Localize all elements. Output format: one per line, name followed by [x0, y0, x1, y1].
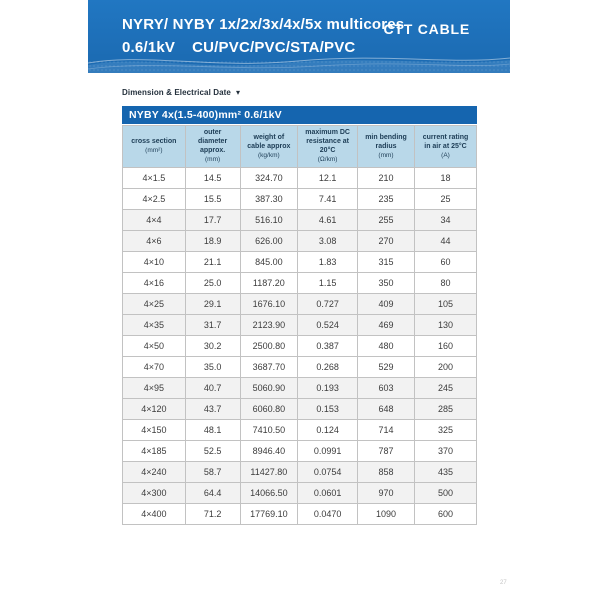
- value-cell: 6060.80: [240, 398, 298, 419]
- value-cell: 315: [358, 251, 415, 272]
- value-cell: 80: [415, 272, 477, 293]
- cross-section-cell: 4×240: [123, 461, 186, 482]
- value-cell: 210: [358, 167, 415, 188]
- value-cell: 1090: [358, 503, 415, 524]
- cross-section-cell: 4×120: [123, 398, 186, 419]
- value-cell: 14066.50: [240, 482, 298, 503]
- value-cell: 105: [415, 293, 477, 314]
- table-row: [123, 461, 477, 482]
- value-cell: 40.7: [185, 377, 240, 398]
- value-cell: 31.7: [185, 314, 240, 335]
- value-cell: 387.30: [240, 188, 298, 209]
- table-row: [123, 335, 477, 356]
- table-title-bar: NYBY 4x(1.5-400)mm² 0.6/1kV: [122, 106, 477, 125]
- value-cell: 130: [415, 314, 477, 335]
- value-cell: 25.0: [185, 272, 240, 293]
- value-cell: 0.0991: [298, 440, 358, 461]
- value-cell: 30.2: [185, 335, 240, 356]
- value-cell: 0.153: [298, 398, 358, 419]
- table-row: [123, 377, 477, 398]
- section-label-text: Dimension & Electrical Date: [122, 88, 231, 97]
- cross-section-cell: 4×1.5: [123, 167, 186, 188]
- col-header-current-rating: [415, 126, 477, 168]
- col-unit: (mm): [205, 156, 221, 164]
- page-number: 27: [500, 580, 507, 586]
- value-cell: 285: [415, 398, 477, 419]
- value-cell: 2123.90: [240, 314, 298, 335]
- value-cell: 435: [415, 461, 477, 482]
- value-cell: 7.41: [298, 188, 358, 209]
- value-cell: 970: [358, 482, 415, 503]
- col-name: current rating in air at 25°C: [422, 133, 469, 150]
- col-unit: (A): [441, 151, 450, 159]
- value-cell: 21.1: [185, 251, 240, 272]
- value-cell: 3.08: [298, 230, 358, 251]
- table-row: [123, 251, 477, 272]
- value-cell: 160: [415, 335, 477, 356]
- col-header-bending-radius: [358, 126, 415, 168]
- cross-section-cell: 4×300: [123, 482, 186, 503]
- value-cell: 516.10: [240, 209, 298, 230]
- value-cell: 270: [358, 230, 415, 251]
- dot-texture-decoration: [88, 60, 510, 73]
- value-cell: 60: [415, 251, 477, 272]
- value-cell: 714: [358, 419, 415, 440]
- value-cell: 200: [415, 356, 477, 377]
- value-cell: 0.387: [298, 335, 358, 356]
- value-cell: 0.727: [298, 293, 358, 314]
- cross-section-cell: 4×150: [123, 419, 186, 440]
- cross-section-cell: 4×4: [123, 209, 186, 230]
- value-cell: 29.1: [185, 293, 240, 314]
- cross-section-cell: 4×185: [123, 440, 186, 461]
- voltage-rating: 0.6/1kV: [122, 39, 176, 56]
- value-cell: 7410.50: [240, 419, 298, 440]
- value-cell: 0.124: [298, 419, 358, 440]
- cross-section-cell: 4×70: [123, 356, 186, 377]
- table-body: [123, 167, 477, 524]
- table-row: [123, 167, 477, 188]
- value-cell: 409: [358, 293, 415, 314]
- value-cell: 480: [358, 335, 415, 356]
- value-cell: 3687.70: [240, 356, 298, 377]
- table-row: [123, 356, 477, 377]
- value-cell: 255: [358, 209, 415, 230]
- col-name: cross section: [131, 138, 177, 146]
- value-cell: 34: [415, 209, 477, 230]
- table-row: [123, 419, 477, 440]
- value-cell: 245: [415, 377, 477, 398]
- col-unit: (Ω/km): [317, 156, 338, 164]
- value-cell: 58.7: [185, 461, 240, 482]
- value-cell: 14.5: [185, 167, 240, 188]
- value-cell: 18.9: [185, 230, 240, 251]
- value-cell: 17769.10: [240, 503, 298, 524]
- table-row: [123, 398, 477, 419]
- section-dropdown-dimension-electrical[interactable]: [122, 88, 240, 97]
- value-cell: 35.0: [185, 356, 240, 377]
- value-cell: 0.193: [298, 377, 358, 398]
- cross-section-cell: 4×6: [123, 230, 186, 251]
- table-row: [123, 209, 477, 230]
- col-header-cross-section: [123, 126, 186, 168]
- value-cell: 648: [358, 398, 415, 419]
- brand-logo: CTT CABLE: [383, 21, 470, 37]
- value-cell: 0.0601: [298, 482, 358, 503]
- col-header-weight: [240, 126, 298, 168]
- value-cell: 324.70: [240, 167, 298, 188]
- value-cell: 2500.80: [240, 335, 298, 356]
- value-cell: 43.7: [185, 398, 240, 419]
- value-cell: 1676.10: [240, 293, 298, 314]
- cross-section-cell: 4×50: [123, 335, 186, 356]
- col-header-outer-diameter: [185, 126, 240, 168]
- value-cell: 1.83: [298, 251, 358, 272]
- value-cell: 600: [415, 503, 477, 524]
- value-cell: 603: [358, 377, 415, 398]
- table-row: [123, 293, 477, 314]
- cross-section-cell: 4×95: [123, 377, 186, 398]
- col-unit: (mm): [378, 151, 394, 159]
- cross-section-cell: 4×35: [123, 314, 186, 335]
- product-title-line1: NYRY/ NYBY 1x/2x/3x/4x/5x multicores: [122, 16, 405, 33]
- cross-section-cell: 4×25: [123, 293, 186, 314]
- value-cell: 0.268: [298, 356, 358, 377]
- value-cell: 4.61: [298, 209, 358, 230]
- table-row: [123, 230, 477, 251]
- value-cell: 1.15: [298, 272, 358, 293]
- value-cell: 0.524: [298, 314, 358, 335]
- value-cell: 787: [358, 440, 415, 461]
- col-unit: (kg/km): [258, 151, 280, 159]
- value-cell: 17.7: [185, 209, 240, 230]
- value-cell: 858: [358, 461, 415, 482]
- cross-section-cell: 4×16: [123, 272, 186, 293]
- table-row: [123, 188, 477, 209]
- col-header-dc-resistance: [298, 126, 358, 168]
- spec-table-container: [122, 106, 477, 525]
- col-name: maximum DC resistance at 20°C: [305, 129, 350, 155]
- value-cell: 235: [358, 188, 415, 209]
- value-cell: 370: [415, 440, 477, 461]
- value-cell: 48.1: [185, 419, 240, 440]
- value-cell: 350: [358, 272, 415, 293]
- value-cell: 52.5: [185, 440, 240, 461]
- value-cell: 18: [415, 167, 477, 188]
- value-cell: 15.5: [185, 188, 240, 209]
- value-cell: 5060.90: [240, 377, 298, 398]
- cross-section-cell: 4×400: [123, 503, 186, 524]
- table-row: [123, 272, 477, 293]
- construction-code: CU/PVC/PVC/STA/PVC: [192, 39, 356, 56]
- value-cell: 0.0470: [298, 503, 358, 524]
- value-cell: 11427.80: [240, 461, 298, 482]
- value-cell: 25: [415, 188, 477, 209]
- value-cell: 325: [415, 419, 477, 440]
- table-header: [123, 126, 477, 168]
- spec-table: [122, 125, 477, 525]
- table-row: [123, 440, 477, 461]
- value-cell: 0.0754: [298, 461, 358, 482]
- value-cell: 44: [415, 230, 477, 251]
- value-cell: 845.00: [240, 251, 298, 272]
- col-unit: (mm²): [145, 147, 163, 155]
- value-cell: 71.2: [185, 503, 240, 524]
- value-cell: 626.00: [240, 230, 298, 251]
- page-header-band: [88, 0, 510, 73]
- value-cell: 1187.20: [240, 272, 298, 293]
- table-row: [123, 503, 477, 524]
- cross-section-cell: 4×10: [123, 251, 186, 272]
- value-cell: 529: [358, 356, 415, 377]
- table-row: [123, 314, 477, 335]
- col-name: min bending radius: [365, 133, 407, 150]
- value-cell: 12.1: [298, 167, 358, 188]
- table-row: [123, 482, 477, 503]
- value-cell: 500: [415, 482, 477, 503]
- value-cell: 8946.40: [240, 440, 298, 461]
- cross-section-cell: 4×2.5: [123, 188, 186, 209]
- chevron-down-icon: ▾: [235, 87, 240, 97]
- value-cell: 64.4: [185, 482, 240, 503]
- col-name: outer diameter approx.: [197, 129, 228, 155]
- col-name: weight of cable approx: [247, 133, 291, 150]
- value-cell: 469: [358, 314, 415, 335]
